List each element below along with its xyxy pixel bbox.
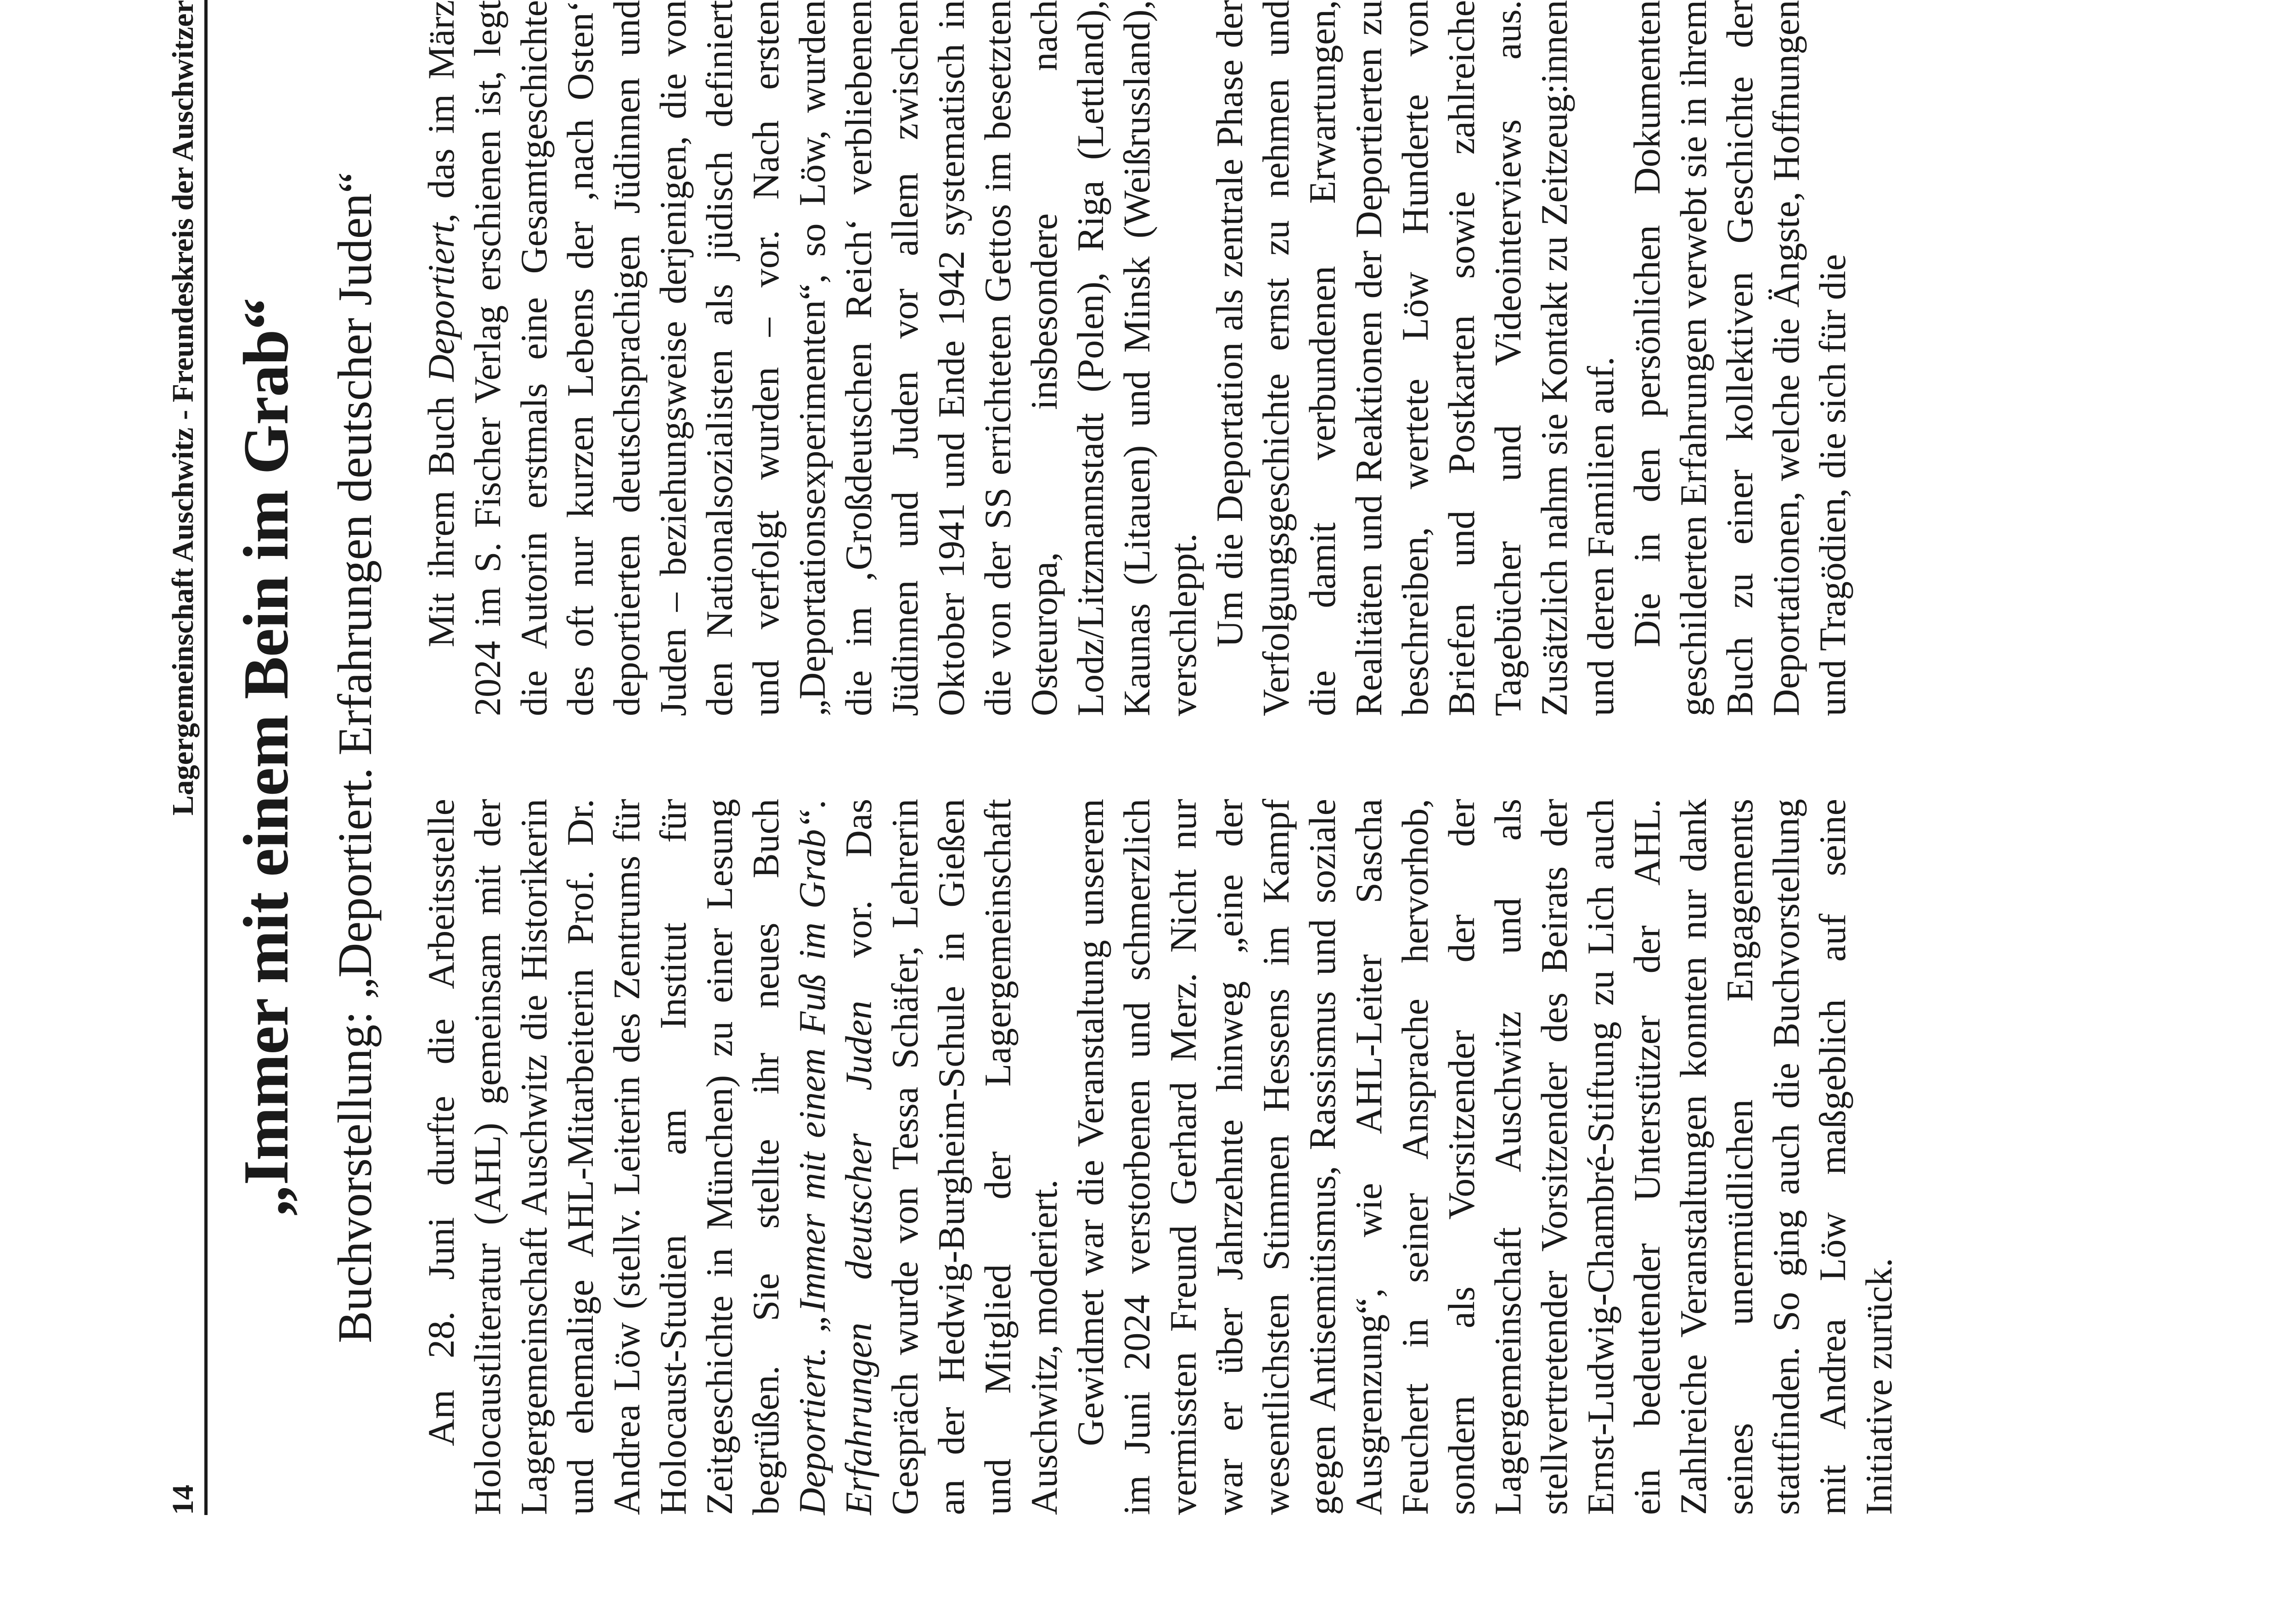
page-number: 14 — [166, 1485, 200, 1515]
paragraph — [418, 0, 1206, 716]
article-title: „Immer mit einem Bein im Grab“ — [231, 298, 302, 1217]
book-title: Deportiert — [420, 223, 462, 382]
paragraph: Um die Deportation als zentrale Phase der Verfolgungsgeschichte ernst zu nehmen und die damit verbundenen Erwartungen, Realitäten und Reaktionen der Deportierten zu beschreiben, wertete Löw Hunderte von Briefen und Postkarten sowie zahlreiche Tagebücher und Videointerviews aus. Zusätzlich nahm sie Kontakt zu Zeitzeug:innen und deren Familien auf. — [1209, 0, 1621, 716]
article-subtitle: Buchvorstellung: „Deportiert. Erfahrungen deutscher Juden“ — [328, 172, 382, 1343]
book-title: Deportiert. „Immer mit einem Fuß im Grab“. Erfahrungen deutscher Juden — [791, 799, 879, 1515]
paragraph-text: Am 28. Juni durfte die Arbeitsstelle Holocaustliteratur (AHL) gemeinsam mit der Lagergemeinschaft Auschwitz die Historikerin und ehemalige AHL-Mitarbeiterin Prof. Dr. Andrea Löw (stellv. Leiterin des Zentrums für Holocaust-Studien am Institut für Zeitgeschichte in München) zu einer Lesung begrüßen. Sie stellte ihr neues Buch — [420, 799, 787, 1515]
paragraph: Die in den persönlichen Dokumenten geschilderten Erfahrungen verwebt sie in ihrem Buch zu einer kollektiven Geschichte der Deportationen, welche die Ängste, Hoffnungen und Tragödien, die sich für die — [1626, 0, 1853, 716]
paragraph-text: vor. Das Gespräch wurde von Tessa Schäfer, Lehrerin an der Hedwig-Burgheim-Schule in Gießen und Mitglied der Lagergemeinschaft Auschwitz, moderiert. — [838, 798, 1065, 1515]
paragraph: Gewidmet war die Veranstaltung unserem im Juni 2024 verstorbenen und schmerzlich vermissten Freund Gerhard Merz. Nicht nur war er über Jahrzehnte hinweg „eine der wesentlichsten Stimmen Hessens im Kampf gegen Antisemitismus, Rassismus und soziale Ausgrenzung“, wie AHL-Leiter Sascha Feuchert in seiner Ansprache hervorhob, sondern als Vorsitzender der der Lagergemeinschaft Auschwitz und als stellvertretender Vorsitzender des Beirats der Ernst-Ludwig-Chambré-Stiftung zu Lich auch ein bedeutender Unterstützer der AHL. Zahlreiche Veranstaltungen konnten nur dank seines unermüdlichen Engagements stattfinden. So ging auch die Buchvorstellung mit Andrea Löw maßgeblich auf seine Initiative zurück. — [1069, 799, 1900, 1515]
paragraph-text: , das im März 2024 im S. Fischer Verlag erschienen ist, legt die Autorin erstmals eine Gesamtgeschichte des oft nur kurzen Lebens der ‚nach Osten‘ deportierten deutschsprachigen Jüdinnen und Juden – beziehungsweise derjenigen, die von den Nationalsozialisten als jüdisch definiert und verfolgt wurden – vor. Nach ersten „Deportationsexperimenten“, so Löw, wurden die im ‚Großdeutschen Reich‘ verbliebenen Jüdinnen und Juden vor allem zwischen Oktober 1941 und Ende 1942 systematisch in die von der SS errichteten Gettos im besetzten Osteuropa, insbesondere nach Lodz/Litzmannstadt (Polen), Riga (Lettland), Kaunas (Litauen) und Minsk (Weißrussland), verschleppt. — [420, 0, 1204, 716]
article-body — [418, 0, 2209, 1515]
right-column — [418, 0, 1856, 716]
left-column — [418, 799, 1902, 1515]
rotated-page — [163, 0, 2206, 1515]
paragraph — [418, 799, 1067, 1515]
paragraph-text: Mit ihrem Buch — [420, 382, 462, 647]
running-header — [163, 0, 208, 1515]
publication-name: Lagergemeinschaft Auschwitz - Freundeskreis der Auschwitzer — [166, 0, 200, 816]
